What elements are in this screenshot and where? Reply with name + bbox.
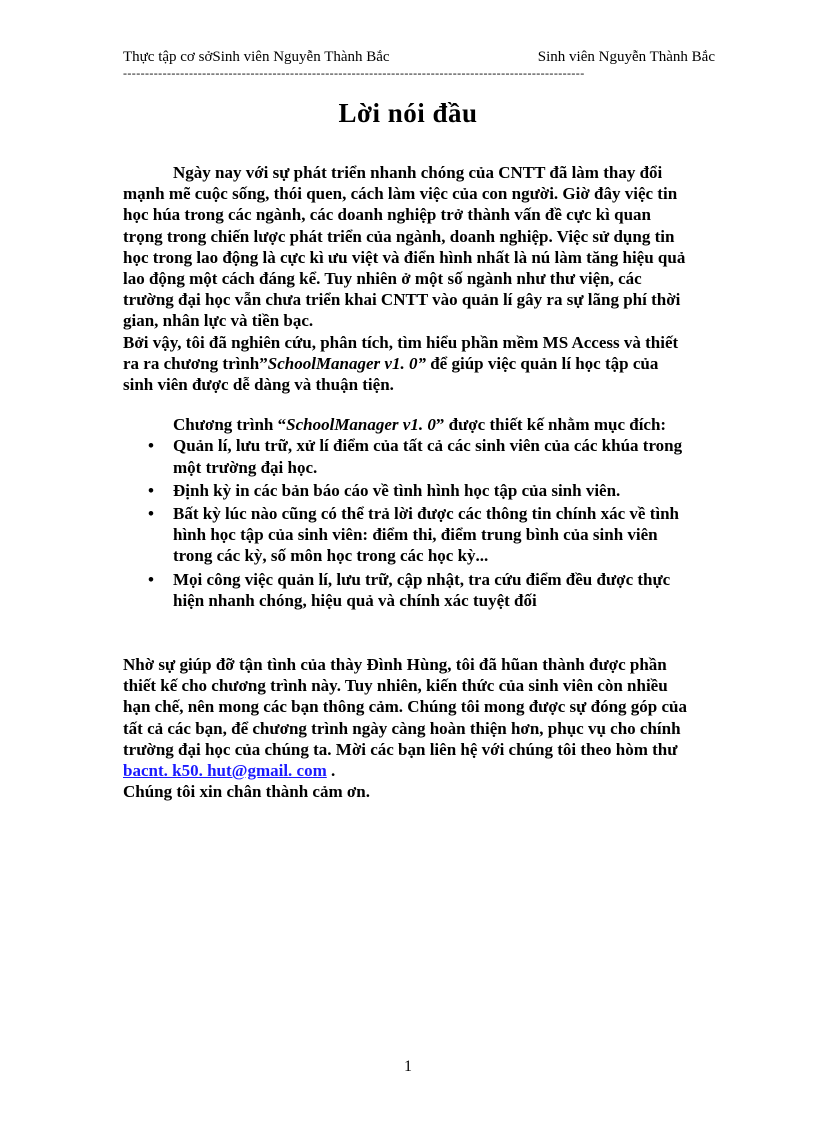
purpose-text: Chương trình “ — [173, 415, 287, 435]
purpose-list — [123, 435, 689, 611]
list-item — [148, 569, 689, 611]
intro-p2-tail: để giúp việc quản lí học tập của sinh viên được dễ dàng và thuận tiện. — [123, 353, 659, 395]
page-header — [123, 49, 715, 69]
closing-paragraph — [123, 654, 689, 781]
bullet-icon: • — [148, 480, 154, 500]
purpose-tail: ” được thiết kế nhằm mục đích: — [435, 415, 667, 435]
bullet-icon: • — [148, 504, 154, 524]
document-body — [123, 162, 689, 802]
program-name: SchoolManager v1. 0 — [286, 415, 436, 435]
thanks-line: Chúng tôi xin chân thành cảm ơn. — [123, 782, 371, 802]
list-item — [148, 503, 689, 567]
email-link[interactable]: bacnt. k50. hut@gmail. com — [123, 761, 327, 781]
intro-paragraph: Ngày nay với sự phát triển nhanh chóng của CNTT đã làm thay đổi mạnh mẽ cuộc sống, thói quen, cách làm việc của con người. Giờ đây việc tin học húa trong các ngành, các doanh nghiệp trở thành vấn đề cực kì quan trọng trong chiến lược phát triển của ngành, doanh nghiệp. Việc sử dụng tin học trong lao động là cực kì ưu việt và điển hình nhất là nú làm tăng hiệu quả lao động một cách đáng kể. Tuy nhiên ở một số ngành như thư viện, các trường đại học vẫn chưa triển khai CNTT vào quản lí gây ra sự lãng phí thời gian, nhân lực và tiền bạc. — [123, 163, 686, 331]
list-item — [148, 435, 689, 477]
list-item-text: Quản lí, lưu trữ, xử lí điểm của tất cả các sinh viên của các khúa trong một trường đại học. — [173, 436, 683, 477]
bullet-icon: • — [148, 569, 154, 589]
list-item-text: Mọi công việc quản lí, lưu trữ, cập nhật, tra cứu điểm đều được thực hiện nhanh chóng, hiệu quả và chính xác tuyệt đối — [173, 569, 671, 610]
header-right: Sinh viên Nguyễn Thành Bắc — [537, 49, 715, 65]
page-number: 1 — [404, 1058, 412, 1075]
list-item-text: Bất kỳ lúc nào cũng có thể trả lời được các thông tin chính xác về tình hình học tập của sinh viên: điểm thi, điểm trung bình của sinh viên trong các kỳ, số môn học trong các học kỳ... — [173, 504, 679, 566]
closing-period: . — [326, 761, 336, 781]
purpose-paragraph — [123, 414, 689, 435]
intro-p2-text: Bởi vậy, tôi đã nghiên cứu, phân tích, tìm hiểu phần mềm MS Access và thiết ra ra chương trình” — [123, 332, 679, 373]
closing-text: Nhờ sự giúp đỡ tận tình của thày Đình Hùng, tôi đã hũan thành được phần thiết kế cho chương trình này. Tuy nhiên, kiến thức của sinh viên còn nhiều hạn chế, nên mong các bạn thông cảm. Chúng tôi mong được sự đóng góp của tất cả các bạn, để chương trình ngày càng hoàn thiện hơn, phục vụ cho chính trường đại học của chúng ta. Mời các bạn liên hệ với chúng tôi theo hòm thư — [123, 655, 687, 759]
bullet-icon: • — [148, 436, 154, 456]
program-name: SchoolManager v1. 0” — [267, 353, 426, 373]
page-title: Lời nói đầu — [338, 98, 478, 128]
header-rule: --------------------------------------------------------------------------------------------------------- — [123, 67, 585, 79]
header-left: Thực tập cơ sởSinh viên Nguyễn Thành Bắc — [123, 49, 390, 65]
list-item — [148, 480, 689, 501]
list-item-text: Định kỳ in các bản báo cáo về tình hình học tập của sinh viên. — [173, 480, 621, 500]
intro-paragraph-2 — [123, 332, 689, 396]
